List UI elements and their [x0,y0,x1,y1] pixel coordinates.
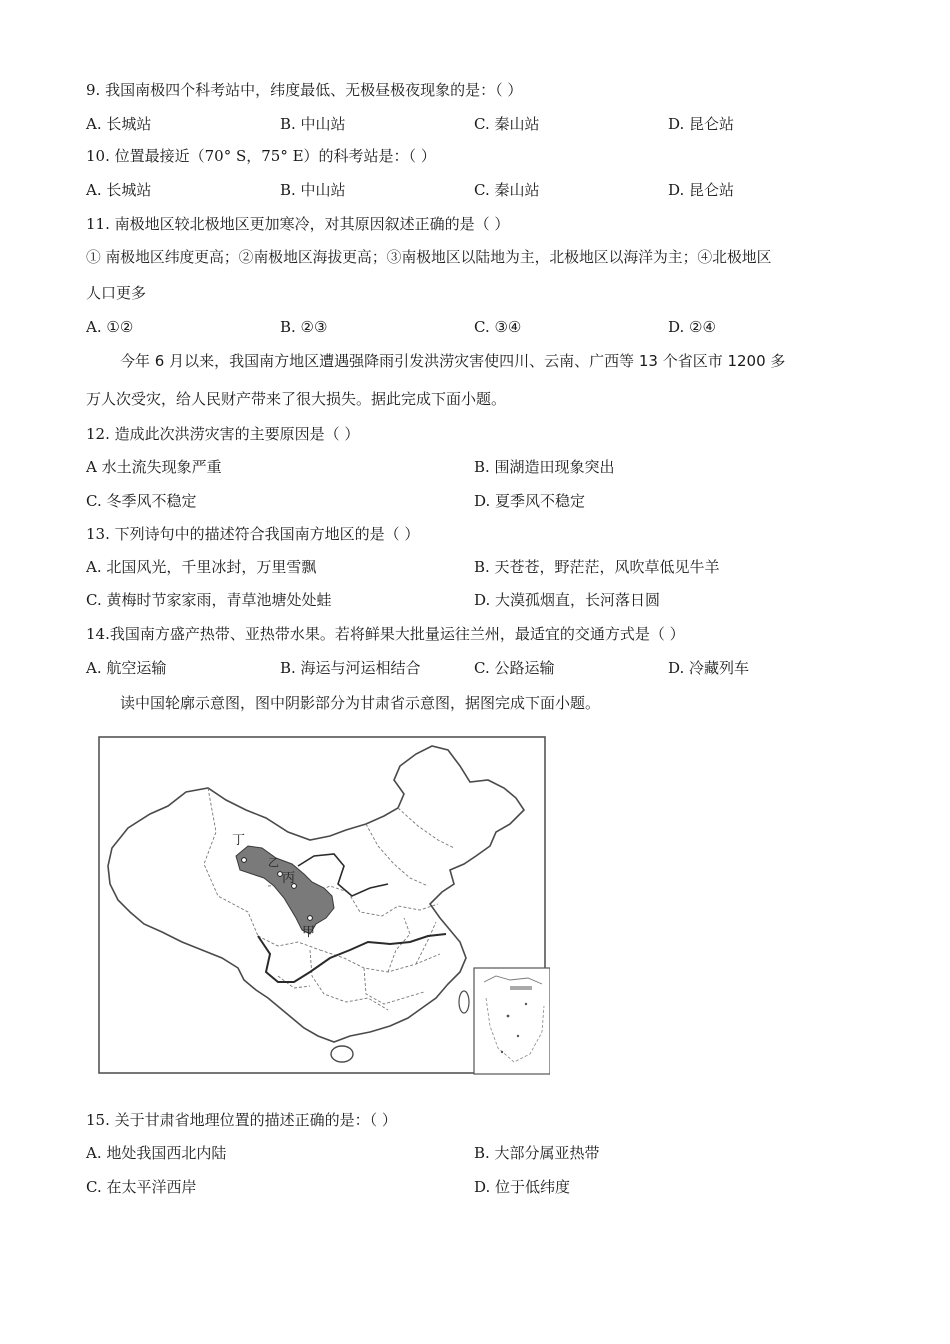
label-ding: 丁 [232,833,246,848]
q14-option-c: C. 公路运输 [474,659,555,677]
q11-option-c: C. ③④ [474,318,522,336]
q11-statements-line2: 人口更多 [86,284,147,302]
q15-option-a: A. 地处我国西北内陆 [86,1144,227,1162]
q13-stem: 13. 下列诗句中的描述符合我国南方地区的是（ ） [86,525,420,543]
q11-option-b: B. ②③ [280,318,328,336]
label-jia: 甲 [302,925,316,940]
q14-stem: 14.我国南方盛产热带、亚热带水果。若将鲜果大批量运往兰州，最适宜的交通方式是（ ） [86,625,685,643]
q9-option-c: C. 秦山站 [474,115,540,133]
q12-option-d: D. 夏季风不稳定 [474,492,586,510]
q12-stem: 12. 造成此次洪涝灾害的主要原因是（ ） [86,425,360,443]
south-china-sea-inset [474,968,550,1074]
passage2-line1: 读中国轮廓示意图，图中阴影部分为甘肃省示意图，据图完成下面小题。 [120,694,601,712]
q12-option-a: A 水土流失现象严重 [86,458,222,476]
china-map-svg [98,736,550,1076]
q13-option-c: C. 黄梅时节家家雨，青草池塘处处蛙 [86,591,332,609]
q14-option-a: A. 航空运输 [86,659,167,677]
q10-option-c: C. 秦山站 [474,181,540,199]
q11-stem: 11. 南极地区较北极地区更加寒冷，对其原因叙述正确的是（ ） [86,215,510,233]
passage1-line2: 万人次受灾，给人民财产带来了很大损失。据此完成下面小题。 [86,390,507,408]
city-dot-jia [308,916,313,921]
q9-option-b: B. 中山站 [280,115,346,133]
q10-option-a: A. 长城站 [86,181,152,199]
q14-option-d: D. 冷藏列车 [668,659,750,677]
passage1-line1: 今年 6 月以来，我国南方地区遭遇强降雨引发洪涝灾害使四川、云南、广西等 13 个省区市 1200 多 [120,352,786,370]
q9-option-a: A. 长城站 [86,115,152,133]
q10-stem: 10. 位置最接近（70° S，75° E）的科考站是：（ ） [86,147,436,165]
q15-option-d: D. 位于低纬度 [474,1178,571,1196]
q15-stem: 15. 关于甘肃省地理位置的描述正确的是：（ ） [86,1111,397,1129]
q10-option-b: B. 中山站 [280,181,346,199]
label-bing: 丙 [282,871,296,886]
q9-stem: 9. 我国南极四个科考站中，纬度最低、无极昼极夜现象的是：（ ） [86,81,523,99]
q11-statements-line1: ① 南极地区纬度更高；②南极地区海拔更高；③南极地区以陆地为主，北极地区以海洋为主；④北极地区 [86,249,772,266]
label-yi: 乙 [268,856,279,869]
q9-option-d: D. 昆仑站 [668,115,735,133]
china-outline-map [98,736,550,1076]
q11-option-a: A. ①② [86,318,134,336]
q12-option-c: C. 冬季风不稳定 [86,492,197,510]
q13-option-b: B. 天苍苍，野茫茫，风吹草低见牛羊 [474,558,720,576]
city-dot-ding [242,858,247,863]
q13-option-a: A. 北国风光，千里冰封，万里雪飘 [86,558,317,576]
q14-option-b: B. 海运与河运相结合 [280,659,421,677]
q12-option-b: B. 围湖造田现象突出 [474,458,615,476]
q11-option-d: D. ②④ [668,318,716,336]
q13-option-d: D. 大漠孤烟直，长河落日圆 [474,591,661,609]
q10-option-d: D. 昆仑站 [668,181,735,199]
q15-option-c: C. 在太平洋西岸 [86,1178,197,1196]
q15-option-b: B. 大部分属亚热带 [474,1144,600,1162]
